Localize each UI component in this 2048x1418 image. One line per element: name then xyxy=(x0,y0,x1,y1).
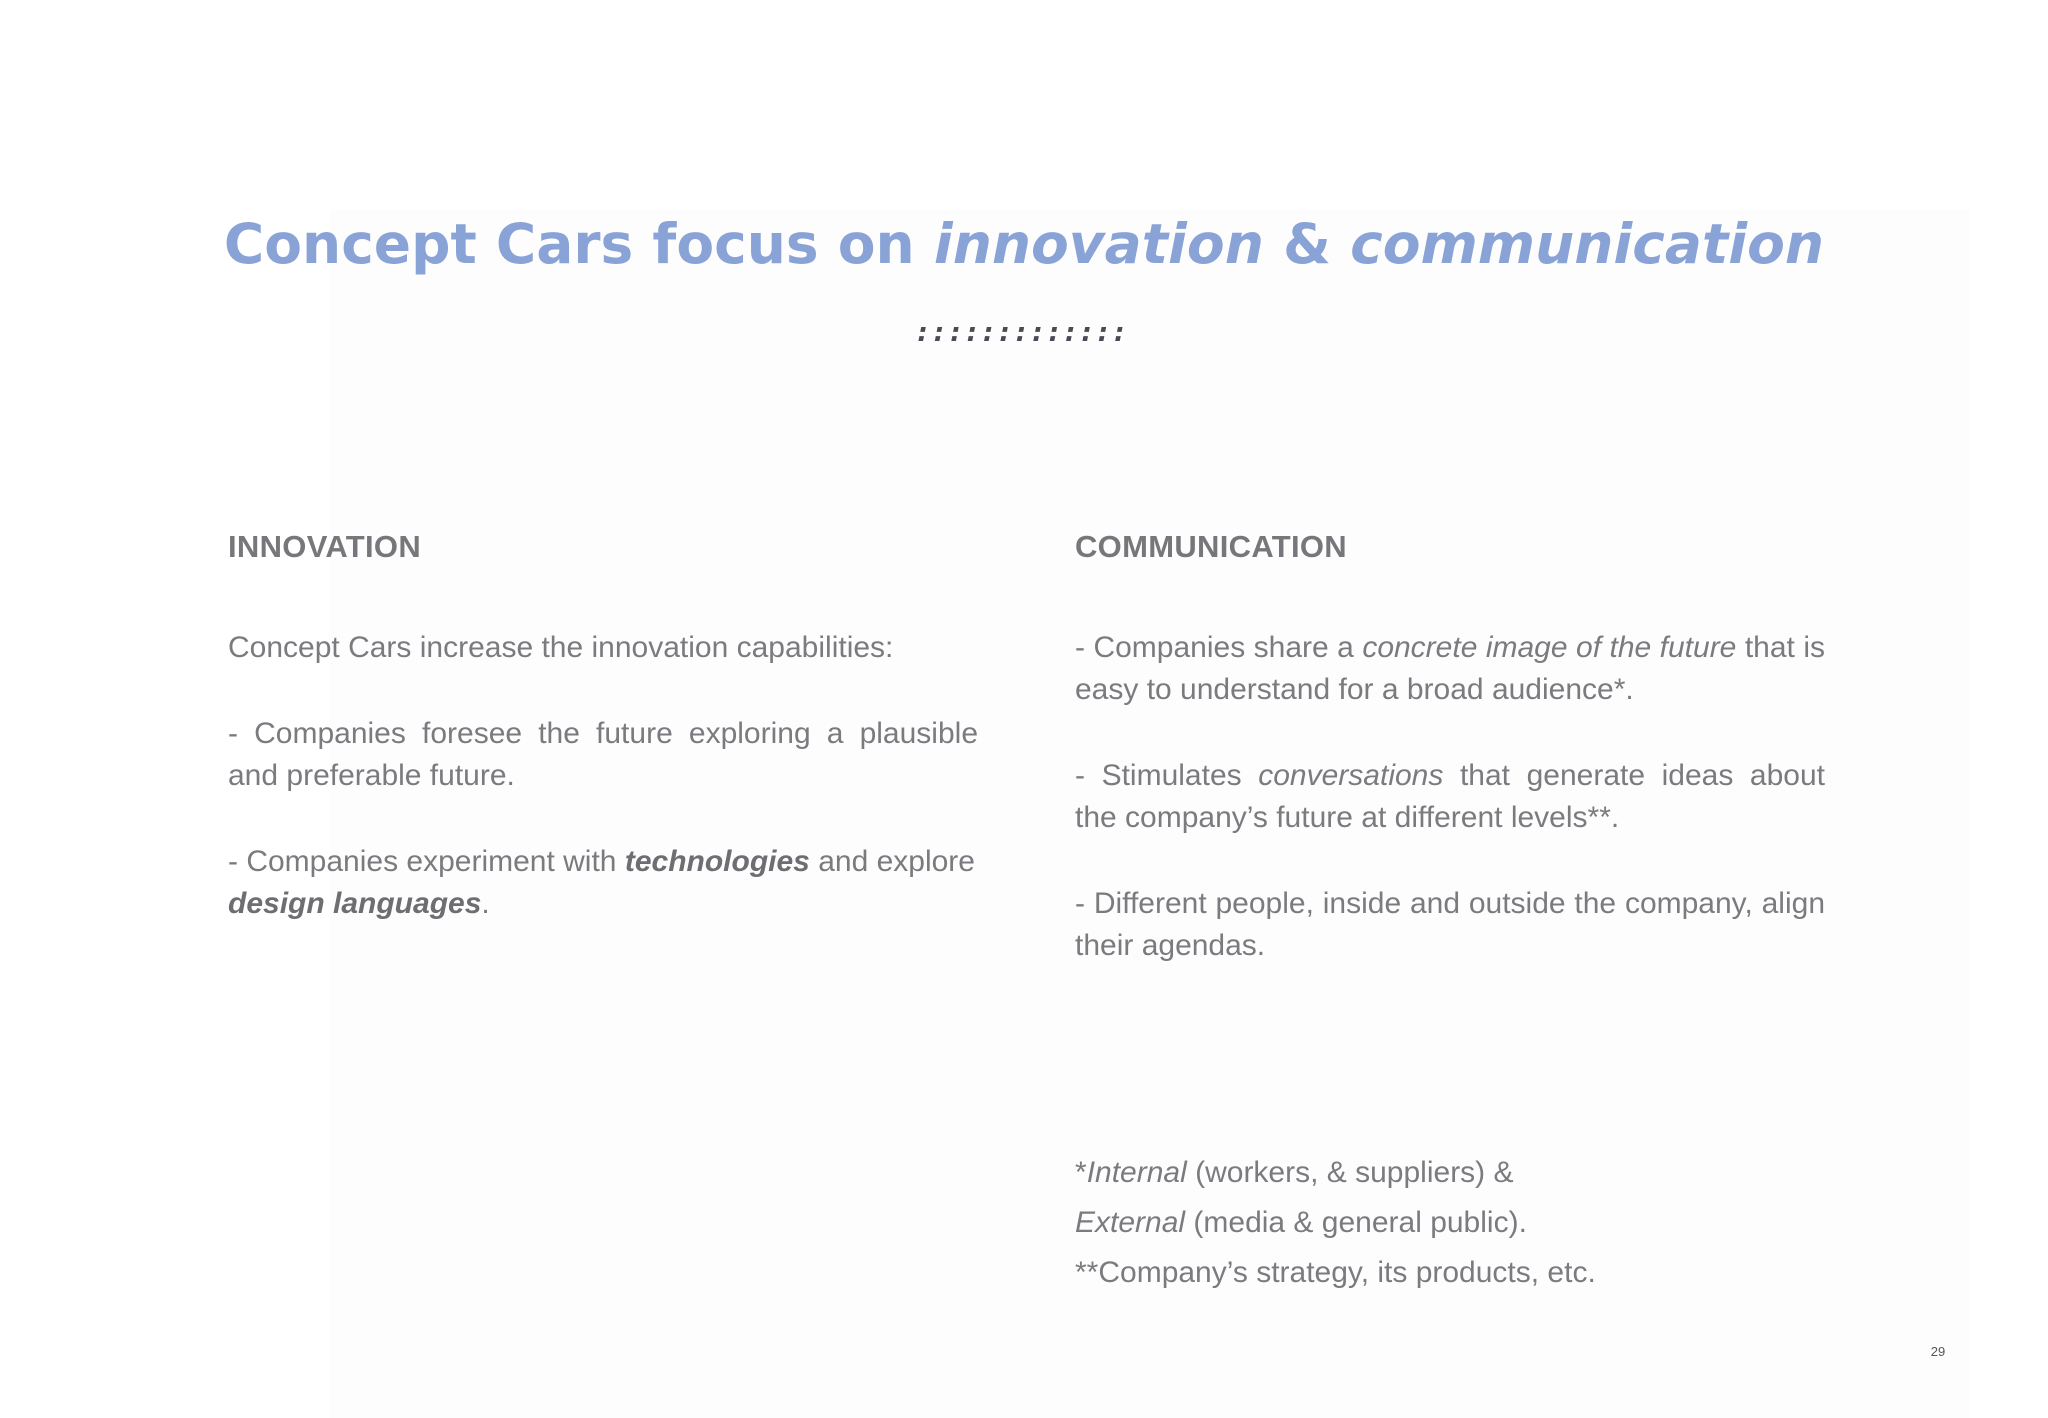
communication-column xyxy=(1075,525,1825,1011)
title-text-1: Concept Cars focus on xyxy=(223,212,934,276)
communication-point-1-text-a: - Companies share a xyxy=(1075,631,1363,664)
innovation-point-2-design-languages: design languages xyxy=(228,887,482,920)
title-text-innovation: innovation xyxy=(933,212,1264,276)
communication-point-2-text-a: - Stimulates xyxy=(1075,759,1259,792)
title-text-ampersand: & xyxy=(1263,212,1351,276)
footnote-line-2 xyxy=(1075,1198,1775,1248)
communication-point-2 xyxy=(1075,755,1825,839)
innovation-point-2 xyxy=(228,841,978,925)
innovation-heading: INNOVATION xyxy=(228,529,422,564)
footnote-asterisk: * xyxy=(1075,1156,1087,1189)
innovation-column xyxy=(228,525,978,969)
innovation-point-2-technologies: technologies xyxy=(624,845,810,878)
title-divider-dots: ::::::::::::: xyxy=(917,318,1131,348)
footnote-line-1 xyxy=(1075,1148,1775,1198)
innovation-point-1: - Companies foresee the future exploring a plausible and preferable future. xyxy=(228,717,978,792)
footnote-internal-desc: (workers, & suppliers) & xyxy=(1186,1156,1514,1189)
communication-point-2-text-c: that generate ideas about the company’s future at different levels**. xyxy=(1075,759,1826,834)
innovation-point-2-text-a: - Companies experiment with xyxy=(228,845,625,878)
footnote-external: External xyxy=(1075,1206,1186,1239)
footnotes xyxy=(1075,1148,1775,1298)
page-number: 29 xyxy=(1930,1344,1946,1359)
communication-point-1 xyxy=(1075,627,1825,711)
footnote-external-desc: (media & general public). xyxy=(1185,1206,1527,1239)
communication-point-2-conversations: conversations xyxy=(1258,759,1444,792)
title-text-communication: communication xyxy=(1350,212,1825,276)
slide-title xyxy=(0,212,2048,276)
footnote-internal: Internal xyxy=(1086,1156,1187,1189)
communication-point-1-text-c: that is easy to understand for a broad audience*. xyxy=(1075,631,1825,706)
communication-point-1-concrete-image: concrete image of the future xyxy=(1362,631,1737,664)
communication-point-3: - Different people, inside and outside the company, align their agendas. xyxy=(1075,887,1825,962)
communication-heading: COMMUNICATION xyxy=(1075,529,1347,564)
footnote-line-3: **Company’s strategy, its products, etc. xyxy=(1075,1256,1596,1289)
innovation-point-2-text-e: . xyxy=(481,887,490,920)
innovation-point-2-text-c: and explore xyxy=(809,845,975,878)
innovation-intro: Concept Cars increase the innovation capabilities: xyxy=(228,631,894,664)
